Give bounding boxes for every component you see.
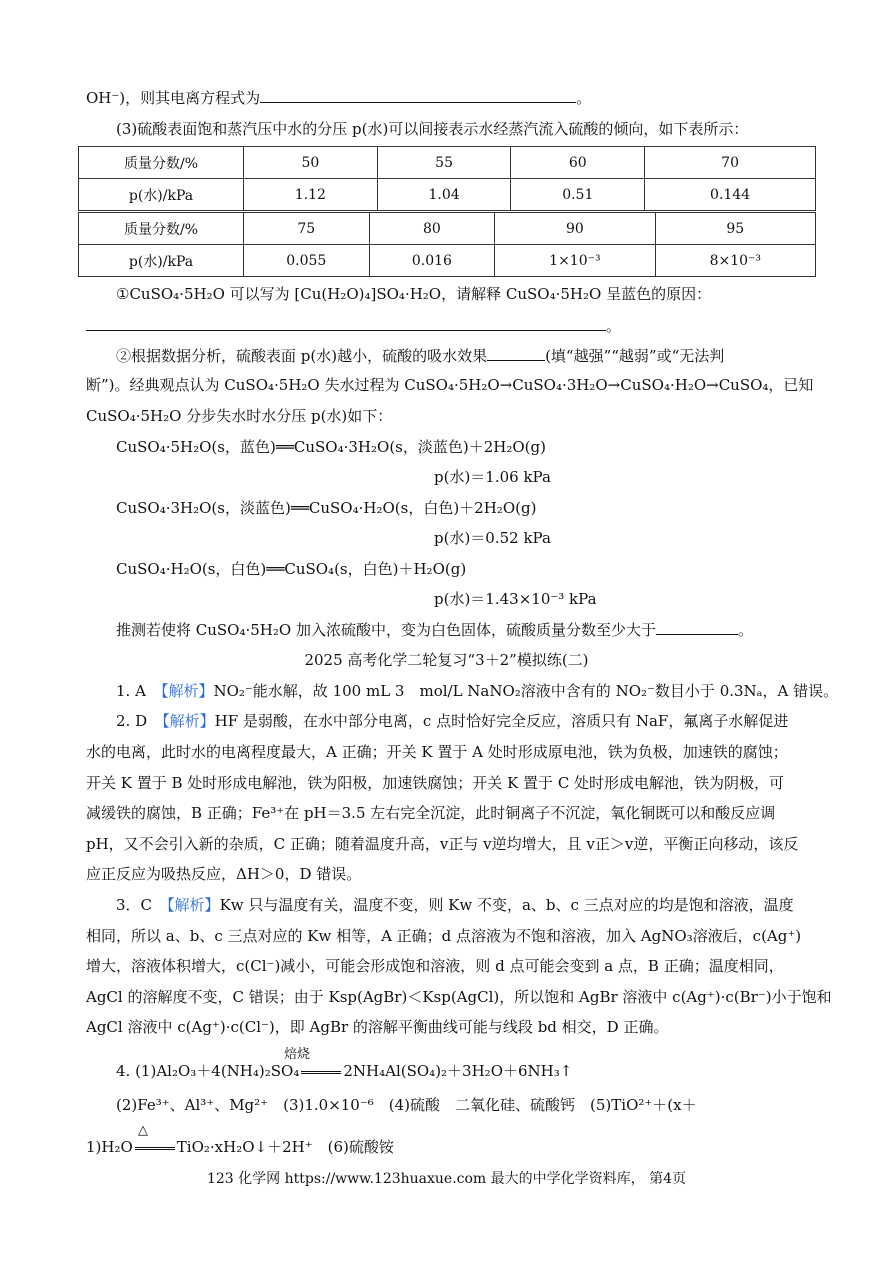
- q-sub2-line3: CuSO₄·5H₂O 分步失水时水分压 p(水)如下：: [86, 407, 393, 425]
- table-cell: 0.51: [511, 179, 645, 211]
- answer-4-line1: [116, 1060, 813, 1082]
- table-cell: 90: [495, 213, 655, 245]
- table-row: [79, 245, 816, 277]
- answer-text: Kw 只与温度有关，温度不变，则 Kw 不变，a、b、c 三点对应的均是饱和溶液，温度: [219, 896, 794, 914]
- answer-number: 3．C: [116, 896, 153, 914]
- answer-number: 1. A: [116, 682, 146, 700]
- answer-2-line5: pH，又不会引入新的杂质，C 正确；随着温度升高，v正与 v逆均增大，且 v正＞v逆，平衡正向移动，该反: [86, 835, 799, 853]
- table-cell: 8×10⁻³: [655, 245, 815, 277]
- q-sub2-final-end: 。: [737, 621, 753, 639]
- table-cell: 1×10⁻³: [495, 245, 655, 277]
- answer-blank-4: [656, 618, 738, 635]
- table-row: [79, 213, 816, 245]
- q-sub1: ①CuSO₄·5H₂O 可以写为 [Cu(H₂O)₄]SO₄·H₂O，请解释 CuSO₄·5H₂O 呈蓝色的原因：: [116, 285, 712, 303]
- pressure-1: p(水)＝1.06 kPa: [434, 468, 551, 486]
- answer-2-line2: 水的电离，此时水的电离程度最大，A 正确；开关 K 置于 A 处时形成原电池，铁为负极，加速铁的腐蚀；: [86, 743, 788, 761]
- answer-blank-3: [487, 344, 545, 361]
- table-cell: p(水)/kPa: [79, 245, 244, 277]
- answer-blank-1: [260, 86, 576, 103]
- answer-3-line1: [116, 894, 813, 916]
- q-sub1-answer-line: [86, 314, 813, 337]
- reaction-condition-roast: 焙烧: [284, 1047, 311, 1062]
- answer-1: [116, 680, 839, 702]
- table-row: [79, 147, 816, 179]
- answer-text: NO₂⁻能水解，故 100 mL 3 mol/L NaNO₂溶液中含有的 NO₂⁻数目小于 0.3Nₐ，A 错误。: [213, 682, 839, 700]
- answer-text: 2NH₄Al(SO₄)₂＋3H₂O＋6NH₃↑: [343, 1062, 573, 1080]
- answer-text: HF 是弱酸，在水中部分电离，c 点时恰好完全反应，溶质只有 NaF，氟离子水解促进: [214, 712, 789, 730]
- q-ionization-line: [86, 86, 813, 109]
- answer-3-line2: 相同，所以 a、b、c 三点对应的 Kw 相等，A 正确；d 点溶液为不饱和溶液，加入 AgNO₃溶液后，c(Ag⁺): [86, 927, 802, 945]
- analysis-tag: 【解析】: [167, 896, 220, 914]
- equation-3: CuSO₄·H₂O(s，白色)══CuSO₄(s，白色)＋H₂O(g): [116, 560, 467, 578]
- pressure-2: p(水)＝0.52 kPa: [434, 529, 551, 547]
- q-sub2-final: [116, 618, 813, 641]
- q-sub2-text-a: ②根据数据分析，硫酸表面 p(水)越小，硫酸的吸水效果: [116, 347, 488, 365]
- table-cell: 0.144: [645, 179, 816, 211]
- table-cell: 1.04: [377, 179, 511, 211]
- equals-arrow: [135, 1147, 175, 1150]
- table-cell: 60: [511, 147, 645, 179]
- table-cell: 质量分数/%: [79, 147, 244, 179]
- equation-1: CuSO₄·5H₂O(s，蓝色)══CuSO₄·3H₂O(s，淡蓝色)＋2H₂O(g): [116, 438, 546, 456]
- pressure-3: p(水)＝1.43×10⁻³ kPa: [434, 590, 597, 608]
- table-cell: 70: [645, 147, 816, 179]
- analysis-tag: 【解析】: [162, 712, 215, 730]
- q-sub2-final-text: 推测若使将 CuSO₄·5H₂O 加入浓硫酸中，变为白色固体，硫酸质量分数至少大于: [116, 621, 656, 639]
- answer-3-line3: 增大，溶液体积增大，c(Cl⁻)减小，可能会形成饱和溶液，则 d 点可能会变到 a 点，B 正确；温度相同，: [86, 957, 784, 975]
- answer-2-line1: [116, 710, 813, 732]
- answer-2-line3: 开关 K 置于 B 处时形成电解池，铁为阳极，加速铁腐蚀；开关 K 置于 C 处时形成电解池，铁为阴极，可: [86, 774, 785, 792]
- data-table-bottom: [78, 212, 816, 277]
- q-ionization-end: 。: [576, 89, 592, 107]
- answer-3-line4: AgCl 的溶解度不变，C 错误；由于 Ksp(AgBr)＜Ksp(AgCl)，所以饱和 AgBr 溶液中 c(Ag⁺)·c(Br⁻)小于饱和: [86, 988, 832, 1006]
- table-row: [79, 179, 816, 211]
- q-ionization-text: OH⁻)，则其电离方程式为: [86, 89, 261, 107]
- table-cell: p(水)/kPa: [79, 179, 244, 211]
- q3-intro: (3)硫酸表面饱和蒸汽压中水的分压 p(水)可以间接表示水经蒸汽流入硫酸的倾向，如下表所示：: [116, 120, 749, 138]
- answer-blank-2: [86, 314, 606, 331]
- table-cell: 0.055: [244, 245, 370, 277]
- table-cell: 质量分数/%: [79, 213, 244, 245]
- table-cell: 0.016: [369, 245, 495, 277]
- q-sub1-end: 。: [606, 317, 622, 335]
- answer-3-line5: AgCl 溶液中 c(Ag⁺)·c(Cl⁻)，即 AgBr 的溶解平衡曲线可能与线段 bd 相交，D 正确。: [86, 1018, 669, 1036]
- table-cell: 95: [655, 213, 815, 245]
- page-footer: 123 化学网 https://www.123huaxue.com 最大的中学化学资料库， 第4页: [206, 1171, 687, 1187]
- q-sub2-line2: 断”)。经典观点认为 CuSO₄·5H₂O 失水过程为 CuSO₄·5H₂O→CuSO₄·3H₂O→CuSO₄·H₂O→CuSO₄，已知: [86, 376, 814, 394]
- reaction-condition-heat: △: [138, 1123, 148, 1138]
- analysis-tag: 【解析】: [160, 682, 214, 700]
- answer-text: 4. (1)Al₂O₃＋4(NH₄)₂SO₄: [116, 1062, 300, 1080]
- equals-arrow: [301, 1071, 341, 1074]
- q-sub2-line1: [116, 344, 813, 367]
- answer-4-line3: [86, 1136, 813, 1158]
- equation-2: CuSO₄·3H₂O(s，淡蓝色)══CuSO₄·H₂O(s，白色)＋2H₂O(g): [116, 499, 537, 517]
- answer-number: 2. D: [116, 712, 148, 730]
- answer-text: 1)H₂O: [86, 1138, 133, 1156]
- answer-2-line4: 减缓铁的腐蚀，B 正确；Fe³⁺在 pH＝3.5 左右完全沉淀，此时铜离子不沉淀，氧化铜既可以和酸反应调: [86, 804, 776, 822]
- q-sub2-text-b: (填“越强”“越弱”或“无法判: [545, 347, 725, 365]
- table-cell: 55: [377, 147, 511, 179]
- answer-2-line6: 应正反应为吸热反应，ΔH＞0，D 错误。: [86, 865, 362, 883]
- data-table-top: [78, 146, 816, 211]
- table-cell: 50: [244, 147, 378, 179]
- answer-text: TiO₂·xH₂O↓＋2H⁺ (6)硫酸铵: [176, 1138, 394, 1156]
- section-title: 2025 高考化学二轮复习“3＋2”模拟练(二): [304, 651, 589, 669]
- answer-4-line2: (2)Fe³⁺、Al³⁺、Mg²⁺ (3)1.0×10⁻⁶ (4)硫酸 二氧化硅、硫酸钙 (5)TiO²⁺＋(x＋: [116, 1096, 697, 1114]
- table-cell: 75: [244, 213, 370, 245]
- table-cell: 1.12: [244, 179, 378, 211]
- table-cell: 80: [369, 213, 495, 245]
